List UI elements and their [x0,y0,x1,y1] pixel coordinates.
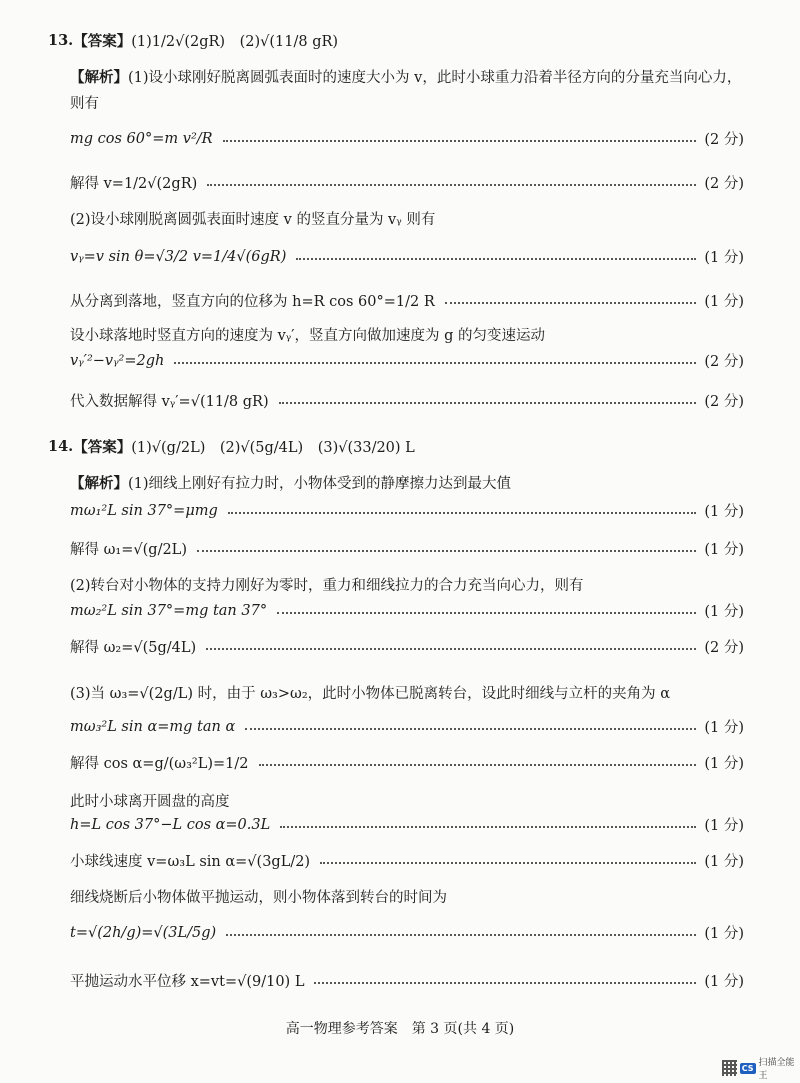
q14-eq7-score: (1 分) [704,818,744,834]
q14-eq9-score: (1 分) [704,926,744,942]
q13-line5-text: 设小球落地时竖直方向的速度为 vᵧ′，竖直方向做加速度为 g 的匀变速运动 [70,328,546,344]
leader-dots [320,862,696,864]
leader-dots [296,258,696,260]
leader-dots [197,550,696,552]
q13-eq1-line [70,128,744,149]
q14-eq3-line [70,600,744,621]
qr-code-icon [722,1060,737,1076]
q13-eq4-score: (1 分) [704,294,744,310]
scanner-watermark [722,1055,800,1081]
leader-dots [206,648,696,650]
q13-line5 [70,324,744,345]
q13-eq5-line [70,350,744,371]
q13-eq1: mg cos 60°=m v²/R [70,130,213,147]
q14-eq10: 平抛运动水平位移 x=vt=√(9/10) L [70,974,305,990]
q14-eq2: 解得 ω₁=√(g/2L) [70,542,187,558]
q14-eq4-line [70,636,744,657]
q14-eq10-line [70,970,744,991]
q14-eq8-line [70,850,744,871]
leader-dots [228,512,697,514]
q14-eq8-score: (1 分) [704,854,744,870]
leader-dots [314,982,696,984]
q14-part2-line [70,574,744,595]
q14-eq6-score: (1 分) [704,756,744,772]
q14-analysis-line [70,472,744,493]
q14-answer-text: (1)√(g/2L) (2)√(5g/4L) (3)√(33/20) L [131,440,415,456]
q14-line7 [70,790,744,811]
leader-dots [445,302,697,304]
q13-eq2: 解得 v=1/2√(2gR) [70,176,198,192]
q13-analysis-line [70,66,744,87]
q13-eq2-line [70,172,744,193]
q14-eq9: t=√(2h/g)=√(3L/5g) [70,924,217,941]
leader-dots [259,764,697,766]
q13-eq2-score: (2 分) [704,176,744,192]
camscanner-logo: CS [741,1063,754,1073]
q14-number: 14. [48,438,74,455]
q13-eq5: vᵧ′²−vᵧ²=2gh [70,352,165,369]
q14-eq1-score: (1 分) [704,504,744,520]
page-footer: 高一物理参考答案 第 3 页(共 4 页) [285,1021,515,1037]
q13-eq6-line [70,390,744,411]
q13-intro-2: 则有 [70,96,99,112]
q13-eq4: 从分离到落地，竖直方向的位移为 h=R cos 60°=1/2 R [70,294,435,310]
leader-dots [245,728,696,730]
q14-part2: (2)转台对小物体的支持力刚好为零时，重力和细线拉力的合力充当向心力，则有 [70,578,584,594]
q13-answer-line [48,30,744,51]
q14-eq5-score: (1 分) [704,720,744,736]
q13-eq3: vᵧ=v sin θ=√3/2 v=1/4√(6gR) [70,248,287,265]
leader-dots [223,140,697,142]
q13-eq1-score: (2 分) [704,132,744,148]
leader-dots [280,826,696,828]
leader-dots [207,184,696,186]
q14-line9 [70,886,744,907]
q14-eq5-line [70,716,744,737]
q14-eq7: h=L cos 37°−L cos α=0.3L [70,816,271,833]
q14-part3: (3)当 ω₃=√(2g/L) 时，由于 ω₃>ω₂，此时小物体已脱离转台，设此时细线与立杆的夹角为 α [70,686,671,702]
q14-eq6-line [70,752,744,773]
q13-part2: (2)设小球刚脱离圆弧表面时速度 v 的竖直分量为 vᵧ 则有 [70,212,436,228]
q13-part2-line [70,208,744,229]
q13-eq3-line [70,246,744,267]
q13-number: 13. [48,32,74,49]
q13-eq6: 代入数据解得 vᵧ′=√(11/8 gR) [70,394,269,410]
q13-intro-1: (1)设小球刚好脱离圆弧表面时的速度大小为 v，此时小球重力沿着半径方向的分量充当向心力， [128,70,742,86]
leader-dots [174,362,696,364]
q14-eq5: mω₃²L sin α=mg tan α [70,718,236,735]
q13-eq4-line [70,290,744,311]
q14-eq8: 小球线速度 v=ω₃L sin α=√(3gL/2) [70,854,311,870]
q13-analysis-tag: 【解析】 [70,69,128,86]
leader-dots [226,934,696,936]
q13-eq6-score: (2 分) [704,394,744,410]
q13-answer-text: (1)1/2√(2gR) (2)√(11/8 gR) [131,34,339,50]
q14-eq3-score: (1 分) [704,604,744,620]
q14-line9-text: 细线烧断后小物体做平抛运动，则小物体落到转台的时间为 [70,890,447,906]
q14-eq7-line [70,814,744,835]
q14-eq4: 解得 ω₂=√(5g/4L) [70,640,197,656]
q14-eq4-score: (2 分) [704,640,744,656]
q14-part3-line [70,682,744,703]
q14-intro: (1)细线上刚好有拉力时，小物体受到的静摩擦力达到最大值 [128,476,512,492]
q14-eq1-line [70,500,744,521]
q14-analysis-tag: 【解析】 [70,475,128,492]
q13-answer-tag: 【答案】 [73,33,132,50]
q14-eq3: mω₂²L sin 37°=mg tan 37° [70,602,268,619]
q13-eq5-score: (2 分) [704,354,744,370]
scanner-name: 扫描全能王 [758,1058,795,1081]
q14-answer-line [48,436,744,457]
q14-eq9-line [70,922,744,943]
q13-eq3-score: (1 分) [704,250,744,266]
q14-line7-text: 此时小球离开圆盘的高度 [70,794,230,810]
q14-eq2-score: (1 分) [704,542,744,558]
leader-dots [277,612,696,614]
q14-eq6: 解得 cos α=g/(ω₃²L)=1/2 [70,756,249,772]
q14-eq1: mω₁²L sin 37°=μmg [70,502,218,519]
leader-dots [279,402,697,404]
q13-intro-2-line [70,92,744,113]
q14-answer-tag: 【答案】 [73,439,132,456]
q14-eq10-score: (1 分) [704,974,744,990]
q14-eq2-line [70,538,744,559]
